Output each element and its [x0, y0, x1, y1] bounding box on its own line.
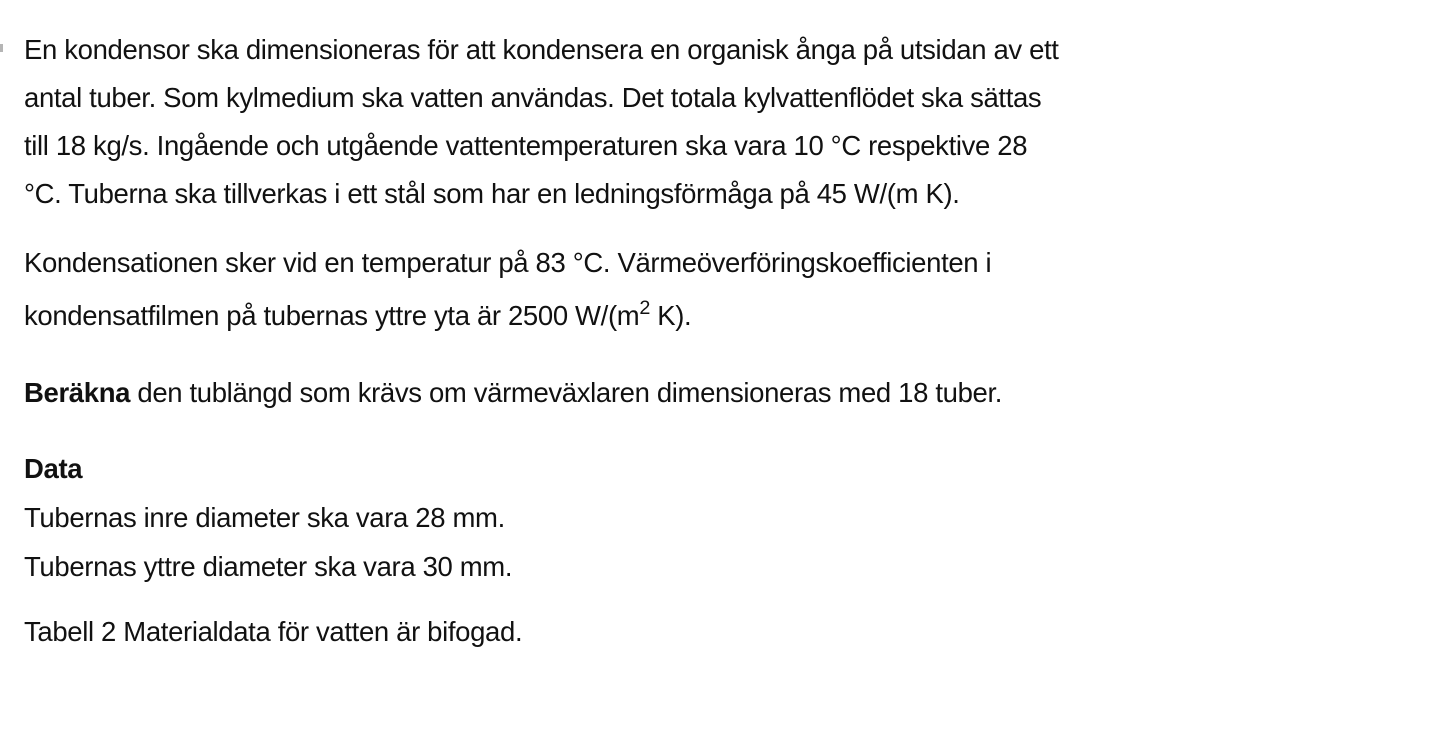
intro-line-2: antal tuber. Som kylmedium ska vatten användas. Det totala kylvattenflödet ska sättas: [24, 82, 1042, 113]
intro-line-1: En kondensor ska dimensioneras för att kondensera en organisk ånga på utsidan av ett: [24, 34, 1059, 65]
problem-text: [24, 26, 1314, 656]
intro-line-3: till 18 kg/s. Ingående och utgående vattentemperaturen ska vara 10 °C respektive 28: [24, 130, 1028, 161]
intro-paragraph: [24, 26, 1314, 218]
condensation-paragraph: [24, 236, 1314, 342]
margin-mark: [0, 44, 3, 52]
task-paragraph: [24, 369, 1314, 417]
data-heading: Data: [24, 453, 83, 484]
inner-diameter-line: Tubernas inre diameter ska vara 28 mm.: [24, 502, 505, 533]
intro-line-4: °C. Tuberna ska tillverkas i ett stål som har en ledningsförmåga på 45 W/(m K).: [24, 178, 960, 209]
condensation-line-2: [24, 289, 1314, 342]
unit-exponent: 2: [639, 297, 650, 320]
outer-diameter-line: Tubernas yttre diameter ska vara 30 mm.: [24, 551, 513, 582]
task-text: den tublängd som krävs om värmeväxlaren dimensioneras med 18 tuber.: [130, 377, 1003, 408]
condensation-line-2-text: kondensatfilmen på tubernas yttre yta är 2500 W/(m: [24, 300, 640, 331]
condensation-line-2-end: K).: [649, 300, 692, 331]
appendix-note: Tabell 2 Materialdata för vatten är bifogad.: [24, 616, 523, 647]
condensation-line-1: Kondensationen sker vid en temperatur på 83 °C. Värmeöverföringskoefficienten i: [24, 247, 992, 278]
task-keyword: Beräkna: [24, 377, 131, 408]
